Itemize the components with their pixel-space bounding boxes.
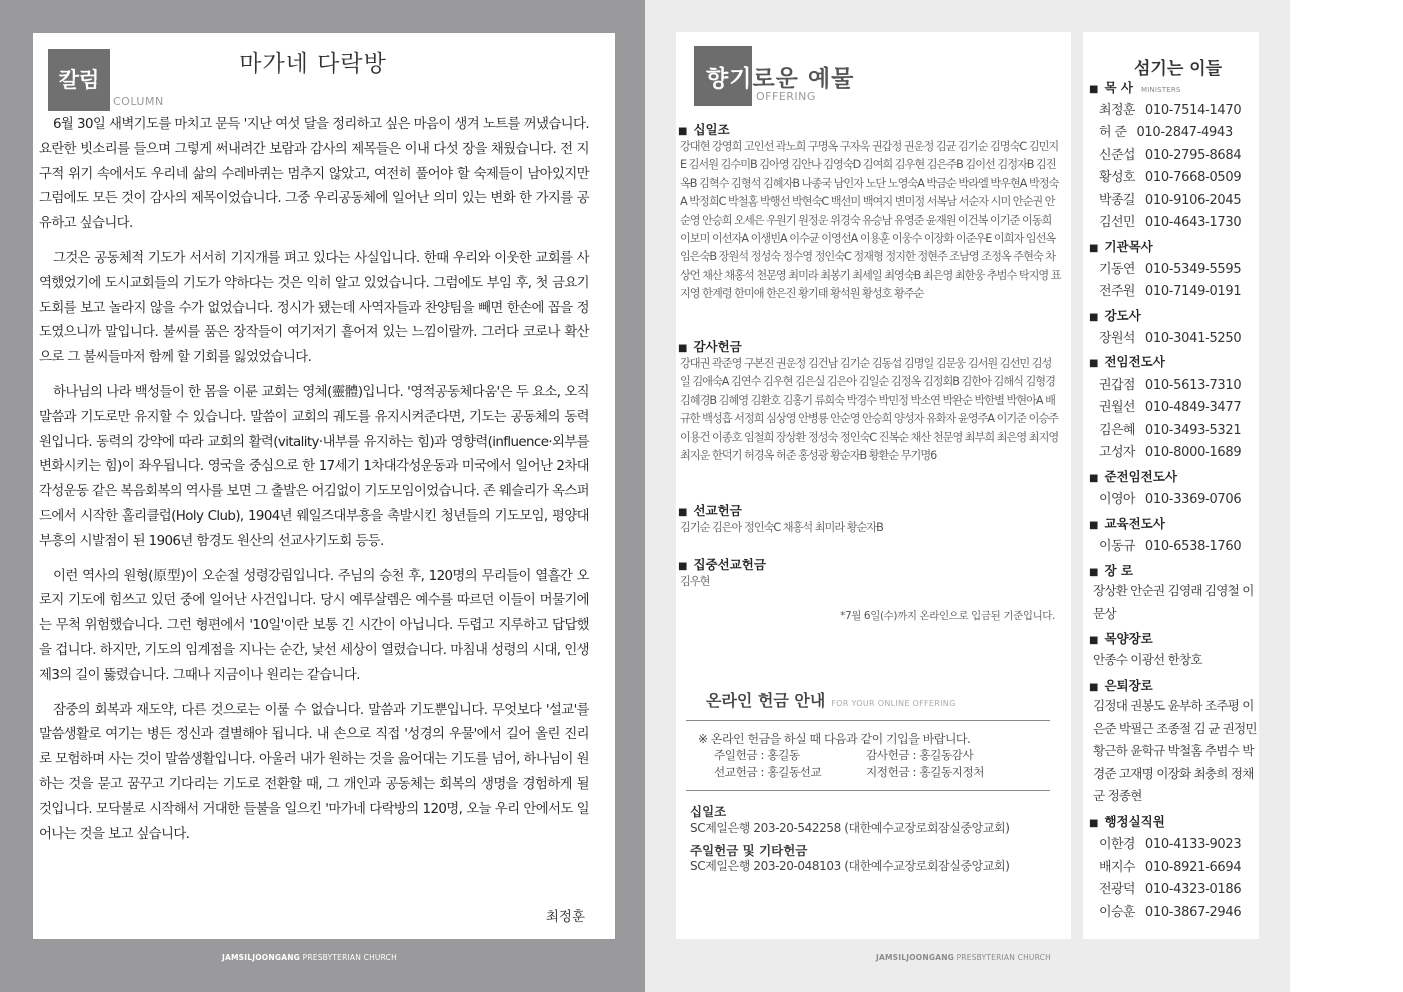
minister-name: 허 준 — [1099, 125, 1127, 140]
offering-section-thanks — [676, 337, 1071, 465]
minister-phone[interactable]: 010-4643-1730 — [1144, 215, 1242, 230]
staff-row — [1099, 856, 1241, 875]
minister-row — [1099, 211, 1241, 230]
minister-phone[interactable]: 010-5349-5595 — [1144, 262, 1242, 277]
staff-phone[interactable]: 010-4133-9023 — [1144, 837, 1242, 852]
minister-row — [1099, 327, 1241, 346]
divider — [686, 790, 1050, 791]
online-title-en: FOR YOUR ONLINE OFFERING — [831, 699, 956, 708]
minister-row — [1099, 99, 1241, 118]
minister-name: 김은혜 — [1099, 423, 1135, 438]
section-heading: ■ 감사헌금 — [676, 337, 1071, 355]
minister-phone[interactable]: 010-4849-3477 — [1144, 400, 1242, 415]
offering-title-part2: 로운 예물 — [752, 66, 855, 92]
retired-list: 김정대 권봉도 윤부하 조주평 이은준 박필근 조종절 김 균 권정민 황근하 윤학규 박철홈 추범수 박경준 고재명 이장화 최충희 정채군 정종현 — [1093, 698, 1257, 804]
column-paragraph: 잠중의 회복과 재도약, 다른 것으로는 이룰 수 없습니다. 말씀과 기도뿐입니다. 무엇보다 '설교'를 말씀생활로 여기는 병든 정신과 결별해야 됩니다. 내 손으로 직접 '성경의 우물'에서 길어 올린 진리로 모험하며 사는 것이 말씀생활입니다. 아울러 내가 원하는 것을 읊어대는 기도를 넘어, 하나님이 원하는 것을 묻고 꿈꾸고 기다리는 기도로 전환할 때, 그 개인과 공동체는 회복의 생명을 경험하게 될 것입니다. 모닥불로 시작해서 거대한 들불을 일으킨 '마가네 다락방의 120명, 오늘 우리 안에서도 일어나는 것을 보고 싶습니다. — [39, 702, 589, 842]
online-example: 선교헌금 : 홍길동선교 — [714, 765, 822, 779]
staff-phone[interactable]: 010-8921-6694 — [1144, 860, 1242, 875]
account-number[interactable]: SC제일은행 203-20-048103 (대한예수교장로회잠실중앙교회) — [690, 859, 1010, 873]
minister-row — [1099, 419, 1241, 438]
online-title-text: 온라인 헌금 안내 — [706, 691, 826, 710]
footer-church-name: JAMSILJOONGANG — [876, 953, 955, 962]
ministers-title: 섬기는 이들 — [1133, 59, 1223, 79]
elders-list: 장상환 안순권 김영래 김영철 이문상 — [1093, 583, 1254, 621]
minister-row — [1099, 374, 1241, 393]
offering-note: *7월 6일(수)까지 온라인으로 입금된 기준입니다. — [840, 610, 1055, 622]
minister-row — [1099, 488, 1241, 507]
column-paragraph: 그것은 공동체적 기도가 서서히 기지개를 펴고 있다는 사실입니다. 한때 우리와 이웃한 교회를 사역했었기에 도시교회들의 기도가 약하다는 것은 익히 알고 있었습니다. 그럼에도 부임 후, 첫 금요기도회를 보고 놀라지 않을 수가 없었습니다. 정시가 됐는데 사역자들과 찬양팀을 빼면 한손에 꼽을 정도였으니까 말입니다. 불씨를 품은 장작들이 여기저기 흩어져 있는 느낌이랄까. 그러다 코로나 확산으로 그 불씨들마저 함께 할 기회를 잃었었습니다. — [39, 250, 589, 366]
minister-name: 전주원 — [1099, 284, 1135, 299]
minister-name: 박종길 — [1099, 193, 1135, 208]
minister-row — [1099, 189, 1241, 208]
minister-row — [1099, 280, 1241, 299]
minister-name: 이동규 — [1099, 539, 1135, 554]
minister-row — [1099, 121, 1233, 140]
page-edge — [1290, 0, 1403, 992]
column-badge: 칼럼 — [48, 49, 110, 111]
offering-section-focus-mission — [676, 555, 1071, 591]
minister-phone[interactable]: 010-6538-1760 — [1144, 539, 1242, 554]
offering-title — [706, 60, 854, 93]
online-notice: ※ 온라인 헌금을 하실 때 다음과 같이 기입을 바랍니다. — [698, 732, 971, 746]
minister-name: 고성자 — [1099, 445, 1135, 460]
minister-row — [1099, 166, 1241, 185]
minister-row — [1099, 144, 1241, 163]
group-heading-pastors — [1089, 78, 1181, 96]
online-example: 지정헌금 : 홍길동지정처 — [866, 765, 985, 779]
staff-phone[interactable]: 010-3867-2946 — [1144, 905, 1242, 920]
minister-phone[interactable]: 010-3041-5250 — [1144, 331, 1242, 346]
minister-phone[interactable]: 010-9106-2045 — [1144, 193, 1242, 208]
minister-phone[interactable]: 010-7514-1470 — [1144, 103, 1242, 118]
minister-phone[interactable]: 010-8000-1689 — [1144, 445, 1242, 460]
minister-name: 김선민 — [1099, 215, 1135, 230]
group-heading-staff: ■ 행정실직원 — [1089, 812, 1165, 830]
section-names: 김우현 — [680, 575, 710, 588]
minister-name: 권월선 — [1099, 400, 1135, 415]
column-author: 최정훈 — [545, 909, 585, 925]
section-heading: ■ 선교헌금 — [676, 501, 1071, 519]
offering-section-tithe — [676, 120, 1071, 304]
group-heading-education: ■ 교육전도사 — [1089, 514, 1165, 532]
minister-row — [1099, 396, 1241, 415]
column-paragraph: 이런 역사의 원형(原型)이 오순절 성령강림입니다. 주님의 승천 후, 120명의 무리들이 열흘간 오로지 기도에 힘쓰고 있던 중에 일어난 사건입니다. 당시 예루살렘은 예수를 따르던 이들이 머물기에는 무척 위험했습니다. 그런 형편에서 '10일'이란 보통 긴 시간이 아닙니다. 두렵고 지루하고 답답했을 겁니다. 하지만, 기도의 임계점을 지나는 순간, 낯선 세상이 열렸습니다. 마침내 성령의 시대, 인생 제3의 길이 뚫렸습니다. 그때나 지금이나 원리는 같습니다. — [39, 568, 589, 683]
minister-phone[interactable]: 010-5613-7310 — [1144, 378, 1242, 393]
online-example: 주일헌금 : 홍길동 — [714, 748, 800, 762]
online-offering-title — [706, 688, 956, 711]
column-body — [39, 113, 589, 857]
footer-church-suffix: PRESBYTERIAN CHURCH — [300, 953, 397, 962]
group-heading-retired: ■ 은퇴장로 — [1089, 676, 1153, 694]
staff-phone[interactable]: 010-4323-0186 — [1144, 882, 1242, 897]
group-heading-text: 목 사 — [1104, 80, 1133, 95]
account-heading: 십일조 — [690, 804, 727, 819]
minister-name: 신준섭 — [1099, 148, 1135, 163]
minister-phone[interactable]: 010-7668-0509 — [1144, 170, 1242, 185]
honorary-list: 안종수 이광선 한창호 — [1093, 652, 1202, 667]
group-heading-elders: ■ 장 로 — [1089, 561, 1133, 579]
minister-name: 최정훈 — [1099, 103, 1135, 118]
column-paragraph: 6월 30일 새벽기도를 마치고 문득 '지난 여섯 달을 정리하고 싶은 마음이 생겨 노트를 꺼냈습니다. 요란한 빗소리를 들으며 그렇게 써내려간 보람과 감사의 제목들은 이내 다섯 장을 채웠습니다. 전 지구적 위기 속에서도 우리네 삶의 수레바퀴는 멈추지 않았고, 여전히 풀어야 할 숙제들이 남아있지만 그럼에도 모든 것이 감사의 제목이었습니다. 그중 우리공동체에 일어난 의미 있는 변화 한 가지를 공유하고 싶습니다. — [39, 117, 589, 232]
footer-right — [876, 953, 1051, 962]
minister-name: 이영아 — [1099, 492, 1135, 507]
section-heading: ■ 십일조 — [676, 120, 1071, 138]
ministers-panel — [1083, 32, 1259, 939]
offering-section-mission — [676, 501, 1071, 537]
column-title: 마가네 다락방 — [239, 51, 387, 77]
offering-subtitle: OFFERING — [756, 90, 816, 103]
minister-phone[interactable]: 010-7149-0191 — [1144, 284, 1242, 299]
minister-row — [1099, 258, 1241, 277]
section-heading: ■ 집중선교헌금 — [676, 555, 1071, 573]
staff-row — [1099, 833, 1241, 852]
minister-phone[interactable]: 010-3493-5321 — [1144, 423, 1242, 438]
group-heading-preacher: ■ 강도사 — [1089, 306, 1141, 324]
staff-name: 전광덕 — [1099, 882, 1135, 897]
account-number[interactable]: SC제일은행 203-20-542258 (대한예수교장로회잠실중앙교회) — [690, 821, 1010, 835]
section-names: 김기순 김은아 정인숙C 채홍석 최미라 황순자B — [680, 521, 883, 534]
column-badge-subtitle: COLUMN — [113, 95, 164, 108]
section-names: 강대권 곽준영 구본진 권운정 김건남 김기순 김동섭 김명일 김문웅 김서원 김선민 김성일 김애숙A 김연수 김우현 김은실 김은아 김일순 김정옥 김정회B 김한아 김해식 김형경 김혜경B 김혜영 김환호 김홍기 류희숙 박경수 박민정 박소연 박완순 박한별 박현아A 배규한 백성흡 서정희 심상영 안병룡 안순영 안승희 양성자 유화자 윤영주A 이기준 이승주 이용건 이종호 임철희 장상환 정성숙 정인숙C 진복순 채산 천문영 최부희 최은영 최지영 최지운 한덕기 허경옥 허준 홍성광 황순자B 황환순 무기명6 — [680, 357, 1059, 463]
column-panel — [33, 33, 615, 939]
online-example: 감사헌금 : 홍길동감사 — [866, 748, 974, 762]
minister-name: 장원석 — [1099, 331, 1135, 346]
footer-left — [222, 953, 397, 962]
group-heading-associate: ■ 준전임전도사 — [1089, 467, 1177, 485]
offering-title-part1: 향기 — [706, 66, 753, 92]
column-paragraph: 하나님의 나라 백성들이 한 몸을 이룬 교회는 영체(靈體)입니다. '영적공동체다움'은 두 요소, 오직 말씀과 기도로만 유지할 수 있습니다. 말씀이 교회의 궤도를 유지시켜준다면, 기도는 공동체의 동력원입니다. 동력의 강약에 따라 교회의 활력(vitality·내부를 유지하는 힘)과 영향력(influence·외부를 변화시키는 힘)이 좌우됩니다. 영국을 중심으로 한 17세기 1차대각성운동과 미국에서 일어난 2차대각성운동 같은 복음회복의 역사를 보면 그 출발은 어김없이 기도모임이었습니다. 존 웨슬리가 옥스퍼드에서 시작한 홀리클럽(Holy Club), 1904년 웨일즈대부흥을 촉발시킨 청년들의 기도모임, 평양대부흥의 시발점이 된 1906년 함경도 원산의 선교사기도회 등등. — [39, 384, 589, 549]
staff-name: 이승훈 — [1099, 905, 1135, 920]
minister-phone[interactable]: 010-2795-8684 — [1144, 148, 1242, 163]
section-names: 강대현 강영희 고인선 곽노희 구명옥 구자욱 권갑정 권운정 김균 김기순 김명숙C 김민지E 김서원 김수미B 김아영 김안나 김영숙D 김여희 김우현 김은주B 김이선 김정자B 김진옥B 김혁수 김형석 김혜자B 나종국 남인자 노단 노영숙A 박금순 박라엘 박우현A 박정숙A 박정희C 박철홈 박행선 박현숙C 백선미 백여지 변미정 서복남 서순자 시미 안순권 안순영 안승희 오세은 우원기 원정운 위경숙 유승남 유영준 윤재원 이건복 이기준 이동희 이보미 이선자A 이생빈A 이수균 이영선A 이용훈 이웅수 이장화 이준우E 이희자 임선옥 임은숙B 장원석 정성숙 정수영 정인숙C 정재형 정지한 정현주 조남영 조정옥 주현숙 차상언 채산 채홍석 천문영 최미라 최봉기 최세일 최영숙B 최은영 최한웅 추범수 탁지영 표지영 한계령 한미애 한은진 황기태 황석원 황성호 황주순 — [680, 140, 1061, 301]
minister-phone[interactable]: 010-2847-4943 — [1136, 125, 1233, 140]
offering-panel — [676, 32, 1071, 939]
group-heading-fulltime: ■ 전임전도사 — [1089, 352, 1165, 370]
divider — [686, 720, 1050, 721]
account-heading: 주일헌금 및 기타헌금 — [690, 843, 808, 858]
group-heading-institution: ■ 기관목사 — [1089, 237, 1153, 255]
staff-row — [1099, 878, 1241, 897]
minister-name: 황성호 — [1099, 170, 1135, 185]
minister-phone[interactable]: 010-3369-0706 — [1144, 492, 1242, 507]
staff-name: 배지수 — [1099, 860, 1135, 875]
staff-row — [1099, 901, 1241, 920]
footer-church-name: JAMSILJOONGANG — [222, 953, 301, 962]
minister-name: 기동연 — [1099, 262, 1135, 277]
group-heading-honorary: ■ 목양장로 — [1089, 629, 1153, 647]
minister-row — [1099, 441, 1241, 460]
minister-name: 권갑점 — [1099, 378, 1135, 393]
minister-row — [1099, 535, 1241, 554]
group-heading-en: MINISTERS — [1140, 86, 1181, 94]
staff-name: 이한경 — [1099, 837, 1135, 852]
footer-church-suffix: PRESBYTERIAN CHURCH — [954, 953, 1051, 962]
